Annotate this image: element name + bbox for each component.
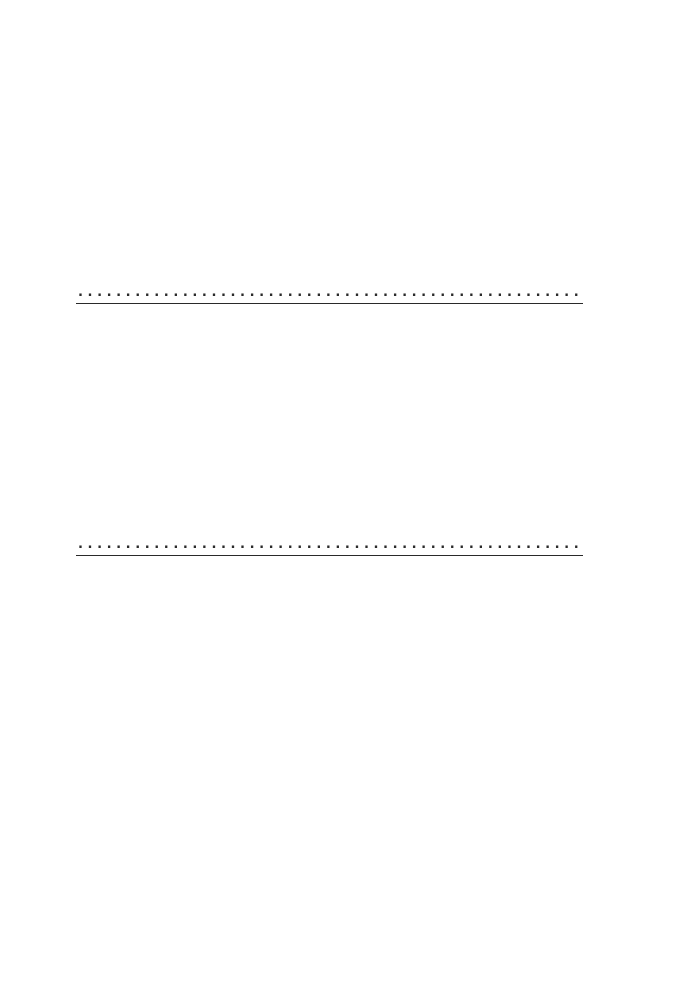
chapter-label [76, 517, 583, 535]
leader-dots [78, 283, 581, 303]
chapter-7-section [76, 265, 583, 308]
chapter-8-section [76, 517, 583, 560]
chapter-label [76, 265, 583, 283]
chapter-title[interactable] [76, 535, 583, 556]
chapter-title[interactable] [76, 283, 583, 304]
leader-dots [78, 535, 581, 555]
